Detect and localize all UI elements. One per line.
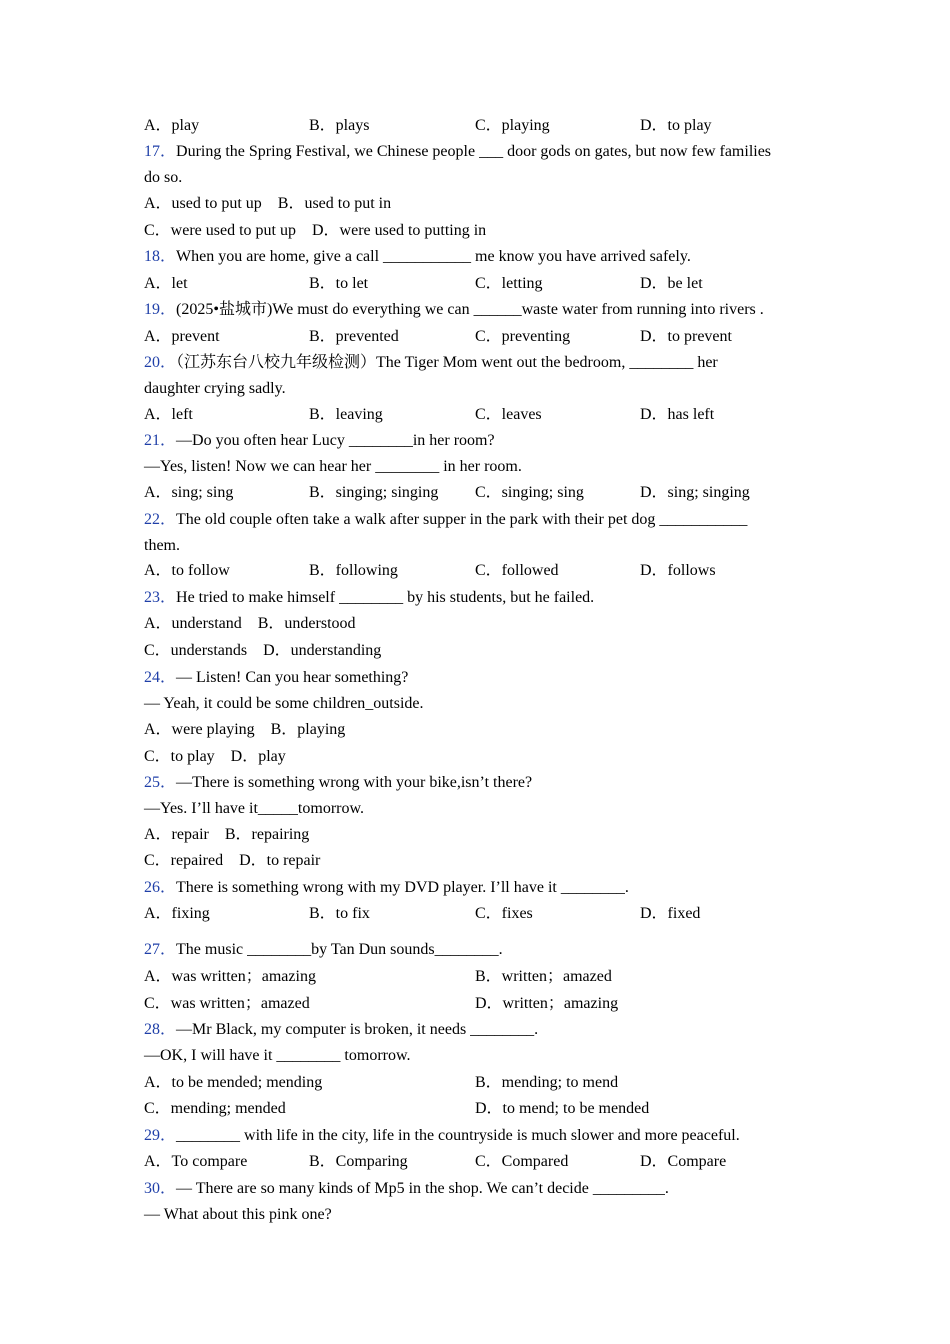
question-stem: 18．When you are home, give a call ___________ me know you have arrived safely.: [144, 248, 691, 265]
question-number: 22．: [144, 511, 177, 528]
option-a: A．to be mended; mending: [144, 1074, 323, 1091]
question-stem: 19．(2025•盐城市)We must do everything we can ______waste water from running into rivers .: [144, 301, 764, 318]
option-c: C．leaves: [475, 406, 542, 423]
option-d: D．written；amazing: [475, 995, 619, 1012]
option-d: D．has left: [640, 406, 715, 423]
options-line: C．to play D．play: [144, 748, 286, 765]
question-stem: 20．（江苏东台八校九年级检测）The Tiger Mom went out the bedroom, ________ her: [144, 354, 718, 371]
options-line: A．understand B．understood: [144, 615, 356, 632]
option-c: C．playing: [475, 117, 550, 134]
option-b: B．following: [309, 562, 398, 579]
question-number: 23．: [144, 589, 177, 606]
question-stem-continued: them.: [144, 537, 180, 554]
question-number: 28．: [144, 1021, 177, 1038]
option-c: C．was written；amazed: [144, 995, 310, 1012]
option-b: B．prevented: [309, 328, 399, 345]
option-d: D．be let: [640, 275, 703, 292]
option-d: D．follows: [640, 562, 716, 579]
question-number: 29．: [144, 1127, 177, 1144]
option-a: A．play: [144, 117, 200, 134]
question-stem-continued: —Yes, listen! Now we can hear her ________ in her room.: [144, 458, 522, 475]
question-number: 26．: [144, 879, 177, 896]
option-b: B．singing; singing: [309, 484, 439, 501]
option-a: A．was written；amazing: [144, 968, 316, 985]
question-stem: 21．—Do you often hear Lucy ________in her room?: [144, 432, 495, 449]
option-d: D．to prevent: [640, 328, 732, 345]
question-stem: 22．The old couple often take a walk after supper in the park with their pet dog ___________: [144, 511, 748, 528]
option-b: B．to fix: [309, 905, 370, 922]
question-number: 24．: [144, 669, 177, 686]
option-b: B．plays: [309, 117, 370, 134]
option-c: C．preventing: [475, 328, 571, 345]
option-c: C．singing; sing: [475, 484, 584, 501]
question-number: 21．: [144, 432, 177, 449]
options-line: C．were used to put up D．were used to putting in: [144, 222, 487, 239]
question-stem: 23．He tried to make himself ________ by his students, but he failed.: [144, 589, 595, 606]
option-a: A．let: [144, 275, 188, 292]
question-stem-continued: daughter crying sadly.: [144, 380, 286, 397]
question-stem: 26．There is something wrong with my DVD player. I’ll have it ________.: [144, 879, 629, 896]
option-b: B．leaving: [309, 406, 383, 423]
option-a: A．left: [144, 406, 193, 423]
options-line: C．repaired D．to repair: [144, 852, 321, 869]
option-c: C．Compared: [475, 1153, 569, 1170]
option-b: B．Comparing: [309, 1153, 408, 1170]
question-stem-continued: —Yes. I’ll have it_____tomorrow.: [144, 800, 364, 817]
question-stem-continued: — Yeah, it could be some children_outside.: [144, 695, 424, 712]
option-d: D．to play: [640, 117, 712, 134]
options-line: A．were playing B．playing: [144, 721, 346, 738]
option-c: C．fixes: [475, 905, 533, 922]
question-stem: 24．— Listen! Can you hear something?: [144, 669, 409, 686]
option-c: C．mending; mended: [144, 1100, 286, 1117]
question-number: 30．: [144, 1180, 177, 1197]
option-d: D．Compare: [640, 1153, 727, 1170]
option-a: A．To compare: [144, 1153, 248, 1170]
option-c: C．letting: [475, 275, 543, 292]
question-number: 18．: [144, 248, 177, 265]
option-b: B．to let: [309, 275, 369, 292]
question-number: 27．: [144, 941, 177, 958]
question-stem: 29．________ with life in the city, life in the countryside is much slower and more peaceful.: [144, 1127, 740, 1144]
question-stem-continued: —OK, I will have it ________ tomorrow.: [144, 1047, 411, 1064]
question-stem: 25．—There is something wrong with your bike,isn’t there?: [144, 774, 533, 791]
question-number: 19．: [144, 301, 177, 318]
question-stem-continued: — What about this pink one?: [144, 1206, 332, 1223]
option-b: B．mending; to mend: [475, 1074, 619, 1091]
option-d: D．fixed: [640, 905, 701, 922]
question-stem: 17．During the Spring Festival, we Chinese people ___ door gods on gates, but now few families: [144, 143, 772, 160]
option-a: A．fixing: [144, 905, 210, 922]
question-stem: 27．The music ________by Tan Dun sounds________.: [144, 941, 503, 958]
option-b: B．written；amazed: [475, 968, 612, 985]
question-number: 20．: [144, 354, 177, 371]
option-a: A．prevent: [144, 328, 220, 345]
option-c: C．followed: [475, 562, 559, 579]
question-number: 25．: [144, 774, 177, 791]
question-stem: 28．—Mr Black, my computer is broken, it needs ________.: [144, 1021, 539, 1038]
option-d: D．sing; singing: [640, 484, 750, 501]
question-stem-continued: do so.: [144, 169, 183, 186]
options-line: A．used to put up B．used to put in: [144, 195, 392, 212]
options-line: C．understands D．understanding: [144, 642, 382, 659]
question-stem: 30．— There are so many kinds of Mp5 in the shop. We can’t decide _________.: [144, 1180, 669, 1197]
options-line: A．repair B．repairing: [144, 826, 310, 843]
question-number: 17．: [144, 143, 177, 160]
option-a: A．to follow: [144, 562, 230, 579]
option-a: A．sing; sing: [144, 484, 234, 501]
option-d: D．to mend; to be mended: [475, 1100, 650, 1117]
